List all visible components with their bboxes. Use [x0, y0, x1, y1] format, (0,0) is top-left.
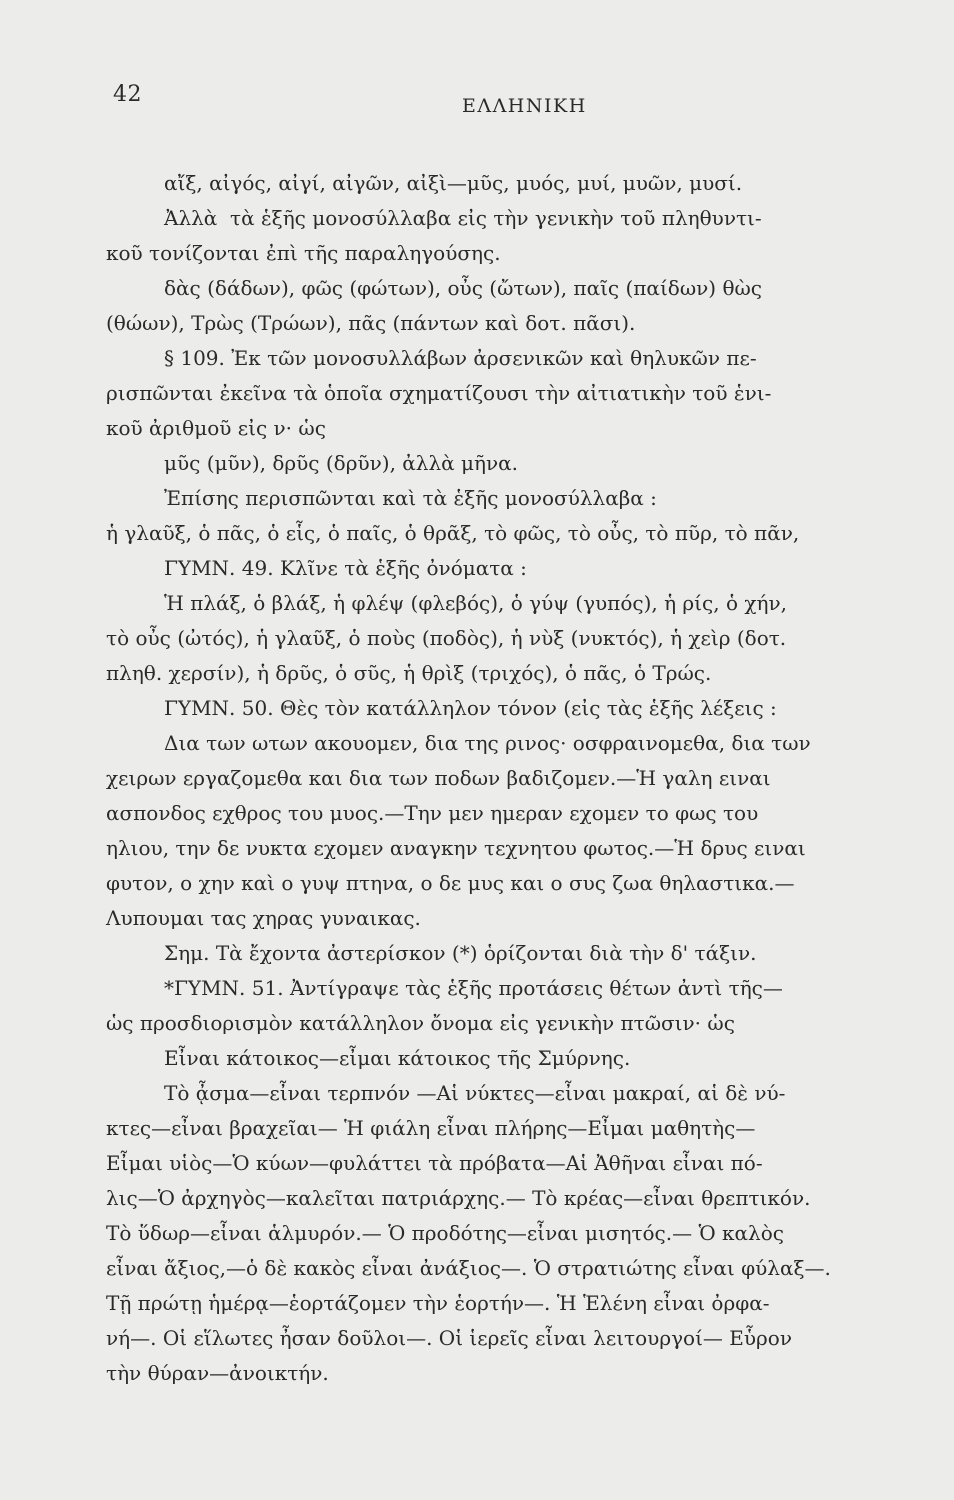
- text-line: λις—Ὁ ἀρχηγὸς—καλεῖται πατριάρχης.— Τὸ κρέας—εἶναι θρεπτικόν.: [106, 1186, 811, 1210]
- text-line: ρισπῶνται ἐκεῖνα τὰ ὁποῖα σχηματίζουσι τὴν αἰτιατικὴν τοῦ ἑνι-: [106, 381, 772, 405]
- text-line: ηλιου, την δε νυκτα εχομεν αναγκην τεχνητου φωτος.—Ἡ δρυς ειναι: [106, 836, 806, 860]
- running-head: ΕΛΛΗΝΙΚΗ: [462, 95, 587, 117]
- exercise-heading-line: *ΓΥΜΝ. 51. Ἀντίγραψε τὰς ἑξῆς προτάσεις θέτων ἀντὶ τῆς—: [164, 976, 783, 1000]
- exercise-heading-line: ΓΥΜΝ. 49. Κλῖνε τὰ ἑξῆς ὀνόματα :: [164, 556, 527, 580]
- page-number: 42: [113, 82, 142, 107]
- text-line: κτες—εἶναι βραχεῖαι— Ἡ φιάλη εἶναι πλήρης—Εἶμαι μαθητὴς—: [106, 1116, 756, 1140]
- text-line: κοῦ ἀριθμοῦ εἰς ν· ὡς: [106, 416, 326, 440]
- text-line: ασπονδος εχθρος του μυος.—Την μεν ημεραν εχομεν το φως του: [106, 801, 759, 825]
- text-line: Εἶναι κάτοικος—εἶμαι κάτοικος τῆς Σμύρνης.: [164, 1046, 631, 1070]
- text-line: Λυπουμαι τας χηρας γυναικας.: [106, 906, 421, 930]
- text-line: Ἐπίσης περισπῶνται καὶ τὰ ἑξῆς μονοσύλλαβα :: [164, 486, 657, 510]
- note-line: Σημ. Τὰ ἔχοντα ἀστερίσκον (*) ὁρίζονται διὰ τὴν δ' τάξιν.: [164, 941, 757, 965]
- text-line: ἡ γλαῦξ, ὁ πᾶς, ὁ εἷς, ὁ παῖς, ὁ θρᾶξ, τὸ φῶς, τὸ οὖς, τὸ πῦρ, τὸ πᾶν,: [106, 521, 800, 545]
- body-text: [106, 166, 936, 1391]
- text-line: Ἀλλὰ τὰ ἑξῆς μονοσύλλαβα εἰς τὴν γενικὴν τοῦ πληθυντι-: [164, 206, 762, 230]
- text-line: Ἡ πλάξ, ὁ βλάξ, ἡ φλέψ (φλεβός), ὁ γύψ (γυπός), ἡ ρίς, ὁ χήν,: [164, 591, 787, 615]
- text-line: νή—. Οἱ εἵλωτες ἦσαν δοῦλοι—. Οἱ ἱερεῖς εἶναι λειτουργοί— Εὗρον: [106, 1326, 792, 1350]
- text-line: Τὸ ᾆσμα—εἶναι τερπνόν —Αἱ νύκτες—εἶναι μακραί, αἱ δὲ νύ-: [164, 1081, 786, 1105]
- exercise-heading-line: ΓΥΜΝ. 50. Θὲς τὸν κατάλληλον τόνον (εἰς τὰς ἑξῆς λέξεις :: [164, 696, 777, 720]
- text-line: πληθ. χερσίν), ἡ δρῦς, ὁ σῦς, ἡ θρὶξ (τριχός), ὁ πᾶς, ὁ Τρώς.: [106, 661, 712, 685]
- text-line: ὡς προσδιορισμὸν κατάλληλον ὄνομα εἰς γενικὴν πτῶσιν· ὡς: [106, 1011, 735, 1035]
- text-line: μῦς (μῦν), δρῦς (δρῦν), ἀλλὰ μῆνα.: [164, 451, 519, 475]
- text-line: τὴν θύραν—ἀνοικτήν.: [106, 1361, 329, 1385]
- text-line: χειρων εργαζομεθα και δια των ποδων βαδιζομεν.—Ἡ γαλη ειναι: [106, 766, 771, 790]
- text-line: Εἶμαι υἱὸς—Ὁ κύων—φυλάττει τὰ πρόβατα—Αἱ Ἀθῆναι εἶναι πό-: [106, 1151, 763, 1175]
- section-heading-line: § 109. Ἐκ τῶν μονοσυλλάβων ἀρσενικῶν καὶ θηλυκῶν πε-: [164, 346, 757, 370]
- text-line: φυτον, ο χην καὶ ο γυψ πτηνα, ο δε μυς και ο συς ζωα θηλαστικα.—: [106, 871, 795, 895]
- text-line: αἴξ, αἰγός, αἰγί, αἰγῶν, αἰξὶ—μῦς, μυός, μυί, μυῶν, μυσί.: [164, 171, 743, 195]
- text-line: Δια των ωτων ακουομεν, δια της ρινος· οσφραινομεθα, δια των: [164, 731, 811, 755]
- text-line: (θώων), Τρὼς (Τρώων), πᾶς (πάντων καὶ δοτ. πᾶσι).: [106, 311, 636, 335]
- text-line: Τῇ πρώτῃ ἡμέρᾳ—ἑορτάζομεν τὴν ἑορτήν—. Ἡ Ἑλένη εἶναι ὀρφα-: [106, 1291, 770, 1315]
- text-line: τὸ οὖς (ὠτός), ἡ γλαῦξ, ὁ ποὺς (ποδὸς), ἡ νὺξ (νυκτός), ἡ χεὶρ (δοτ.: [106, 626, 787, 650]
- text-line: κοῦ τονίζονται ἐπὶ τῆς παραληγούσης.: [106, 241, 501, 265]
- text-line: εἶναι ἄξιος,—ὁ δὲ κακὸς εἶναι ἀνάξιος—. Ὁ στρατιώτης εἶναι φύλαξ—.: [106, 1256, 831, 1280]
- text-line: δὰς (δάδων), φῶς (φώτων), οὖς (ὤτων), παῖς (παίδων) θὼς: [164, 276, 762, 300]
- text-line: Τὸ ὕδωρ—εἶναι ἁλμυρόν.— Ὁ προδότης—εἶναι μισητός.— Ὁ καλὸς: [106, 1221, 784, 1245]
